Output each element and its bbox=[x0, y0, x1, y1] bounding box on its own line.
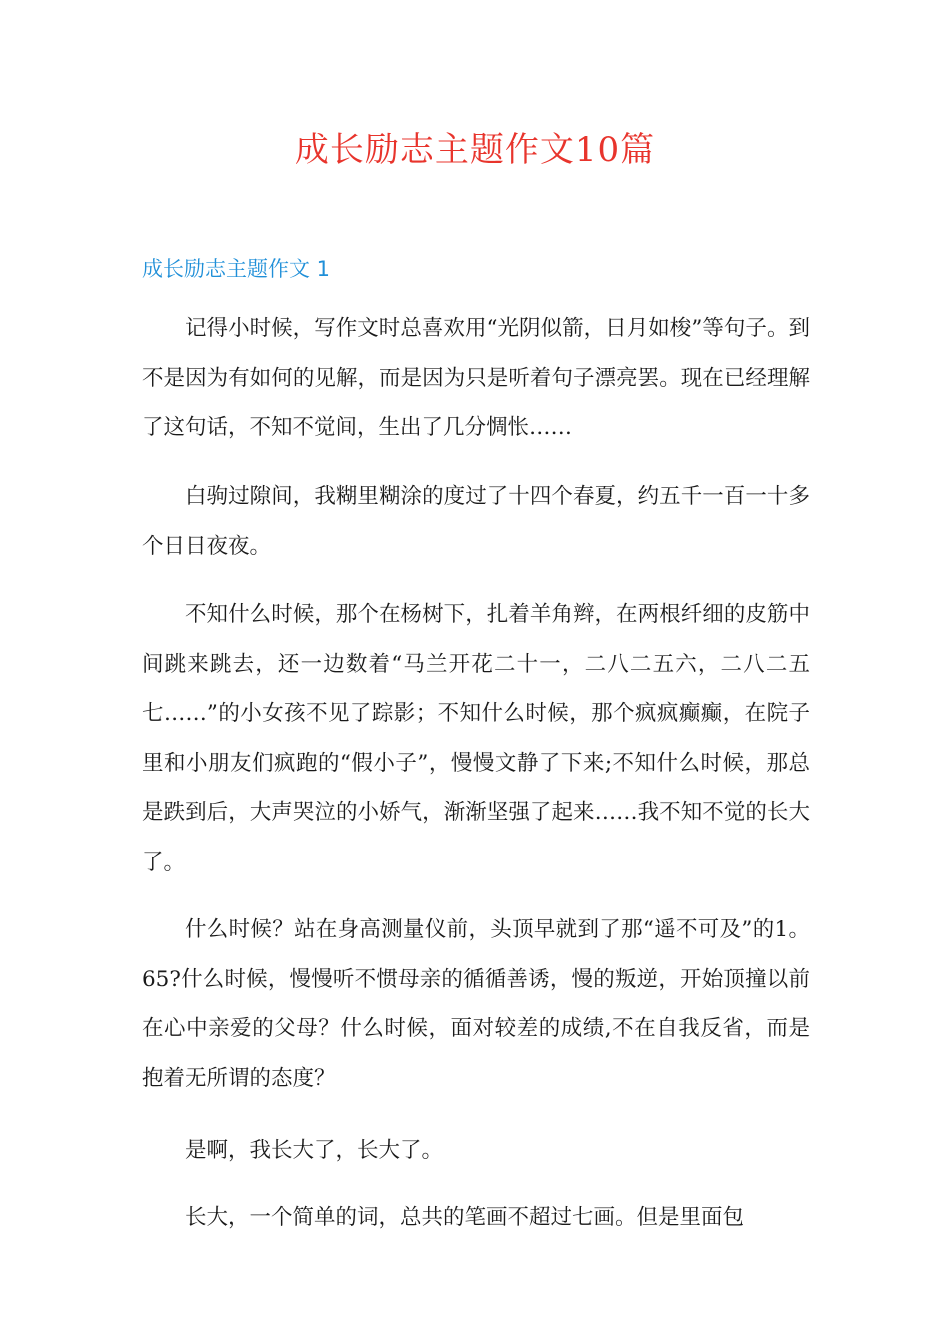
paragraph: 记得小时候，写作文时总喜欢用“光阴似箭，日月如梭”等句子。到不是因为有如何的见解，而是因为只是听着句子漂亮罢。现在已经理解了这句话，不知不觉间，生出了几分惆怅…… bbox=[142, 316, 810, 440]
document-title: 成长励志主题作文10篇 bbox=[294, 130, 656, 170]
paragraph: 白驹过隙间，我糊里糊涂的度过了十四个春夏，约五千一百一十多个日日夜夜。 bbox=[142, 484, 810, 559]
section-heading: 成长励志主题作文 1 bbox=[142, 257, 331, 281]
paragraph: 是啊，我长大了，长大了。 bbox=[185, 1138, 444, 1163]
paragraph: 长大，一个简单的词，总共的笔画不超过七画。但是里面包 bbox=[185, 1205, 745, 1230]
paragraph: 不知什么时候，那个在杨树下，扎着羊角辫，在两根纤细的皮筋中间跳来跳去，还一边数着“马兰开花二十一，二八二五六，二八二五七……”的小女孩不见了踪影；不知什么时候，那个疯疯癫癫，在院子里和小朋友们疯跑的“假小子”，慢慢文静了下来;不知什么时候，那总是跌到后，大声哭泣的小娇气，渐渐坚强了起来……我不知不觉的长大了。 bbox=[142, 602, 810, 875]
paragraph: 什么时候？站在身高测量仪前，头顶早就到了那“遥不可及”的1。65?什么时候，慢慢听不惯母亲的循循善诱，慢的叛逆，开始顶撞以前在心中亲爱的父母？什么时候，面对较差的成绩,不在自我反省，而是抱着无所谓的态度？ bbox=[142, 917, 810, 1091]
